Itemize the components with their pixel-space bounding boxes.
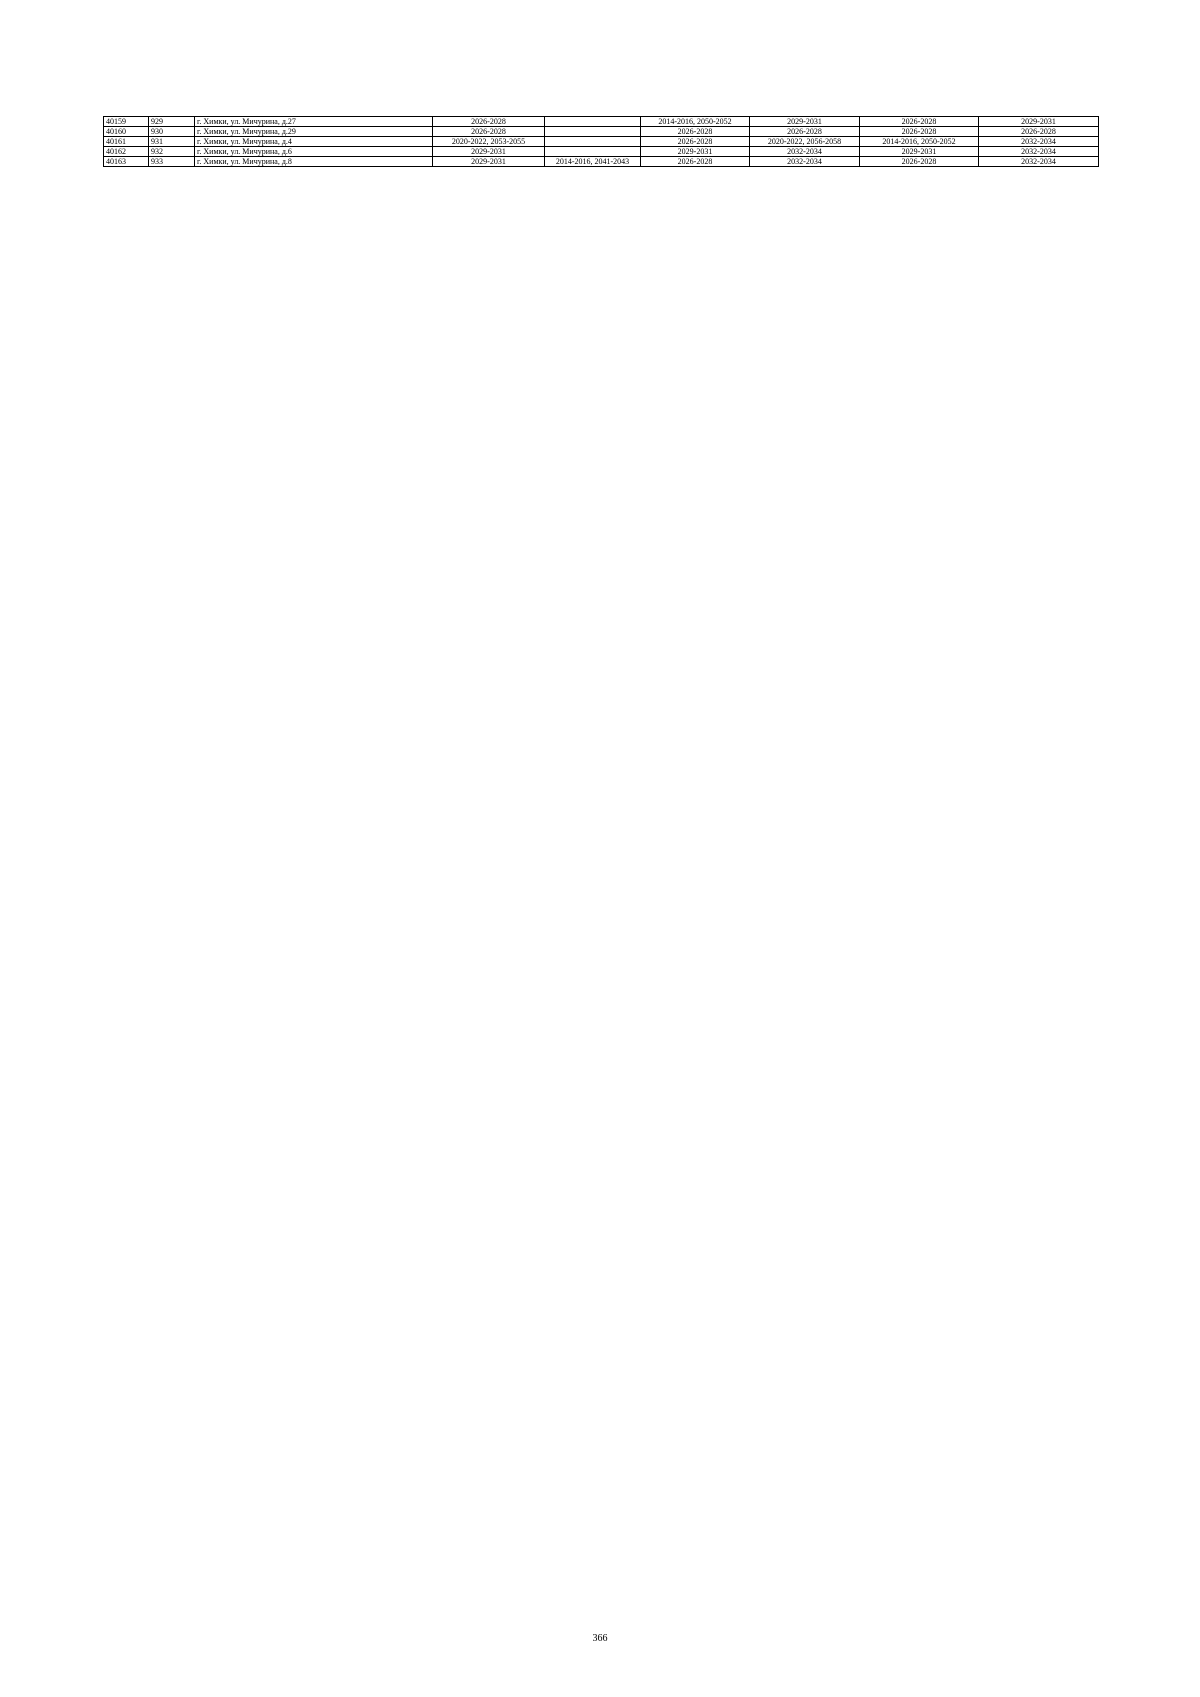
table-cell: г. Химки, ул. Мичурина, д.6: [195, 147, 433, 157]
table-cell: 2029-2031: [860, 147, 979, 157]
table-cell: 2026-2028: [641, 157, 750, 167]
table-cell: 2026-2028: [433, 127, 545, 137]
table-body: [104, 117, 1099, 167]
table-cell: 2014-2016, 2050-2052: [860, 137, 979, 147]
table-cell: 931: [149, 137, 195, 147]
table-cell: г. Химки, ул. Мичурина, д.8: [195, 157, 433, 167]
table-cell: 40163: [104, 157, 149, 167]
table-cell: 2032-2034: [750, 147, 860, 157]
table-cell: 40159: [104, 117, 149, 127]
table-cell: 2032-2034: [979, 147, 1099, 157]
table-cell: 933: [149, 157, 195, 167]
data-table: [103, 116, 1099, 167]
table-cell: г. Химки, ул. Мичурина, д.27: [195, 117, 433, 127]
table-cell: 929: [149, 117, 195, 127]
table-cell: 2029-2031: [433, 157, 545, 167]
table-row: [104, 147, 1099, 157]
table-cell: 40160: [104, 127, 149, 137]
table-cell: 40162: [104, 147, 149, 157]
table-cell: 2026-2028: [860, 157, 979, 167]
table-cell: 2014-2016, 2041-2043: [545, 157, 641, 167]
table-row: [104, 137, 1099, 147]
table-cell: 40161: [104, 137, 149, 147]
table-cell: 2032-2034: [979, 157, 1099, 167]
table-cell: 932: [149, 147, 195, 157]
table-cell: 2026-2028: [979, 127, 1099, 137]
table-cell: 2014-2016, 2050-2052: [641, 117, 750, 127]
table-cell: г. Химки, ул. Мичурина, д.4: [195, 137, 433, 147]
table-cell: 2032-2034: [750, 157, 860, 167]
table-cell: 930: [149, 127, 195, 137]
table-row: [104, 117, 1099, 127]
table-cell: 2020-2022, 2053-2055: [433, 137, 545, 147]
table-cell: г. Химки, ул. Мичурина, д.29: [195, 127, 433, 137]
table-cell: 2026-2028: [641, 137, 750, 147]
table-cell: 2032-2034: [979, 137, 1099, 147]
table-cell: 2029-2031: [979, 117, 1099, 127]
table-cell: 2026-2028: [860, 117, 979, 127]
page-number: 366: [592, 1633, 608, 1644]
table-cell: [545, 127, 641, 137]
table-cell: 2029-2031: [433, 147, 545, 157]
table-cell: [545, 137, 641, 147]
table-cell: 2026-2028: [641, 127, 750, 137]
table-cell: [545, 117, 641, 127]
table-cell: 2026-2028: [860, 127, 979, 137]
table-cell: [545, 147, 641, 157]
table-row: [104, 157, 1099, 167]
table-cell: 2029-2031: [750, 117, 860, 127]
table-cell: 2026-2028: [433, 117, 545, 127]
table-cell: 2020-2022, 2056-2058: [750, 137, 860, 147]
table-cell: 2029-2031: [641, 147, 750, 157]
table-row: [104, 127, 1099, 137]
table-cell: 2026-2028: [750, 127, 860, 137]
